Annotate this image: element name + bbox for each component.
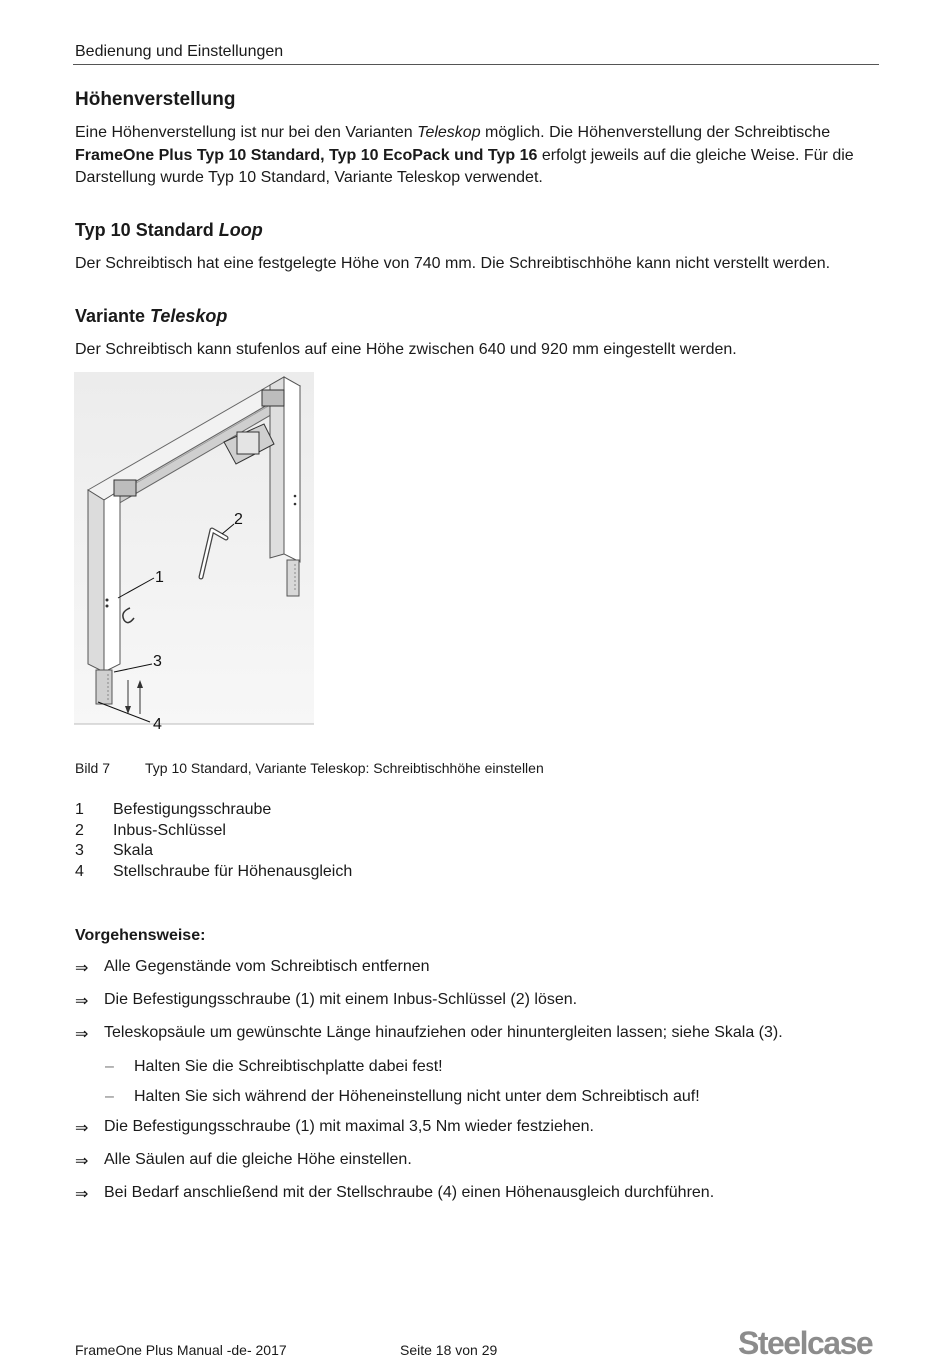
desk-frame-figure	[74, 372, 314, 733]
figure-legend	[75, 800, 352, 883]
legend-number: 4	[75, 863, 84, 881]
intro-text-1: Eine Höhenverstellung ist nur bei den Varianten	[75, 124, 418, 141]
loop-heading-emphasis: Loop	[218, 220, 263, 240]
dash-icon: –	[105, 1088, 114, 1105]
intro-bold-models: FrameOne Plus Typ 10 Standard, Typ 10 EcoPack und Typ 16	[75, 146, 538, 164]
step-text: Alle Säulen auf die gleiche Höhe einstellen.	[104, 1151, 412, 1168]
caption-text: Typ 10 Standard, Variante Teleskop: Schreibtischhöhe einstellen	[145, 760, 544, 776]
procedure-substep	[105, 1088, 700, 1106]
legend-item	[75, 800, 352, 821]
teleskop-heading-text: Variante	[75, 306, 151, 326]
step-text: Die Befestigungsschraube (1) mit einem Inbus-Schlüssel (2) lösen.	[104, 991, 578, 1008]
step-text: Bei Bedarf anschließend mit der Stellschraube (4) einen Höhenausgleich durchführen.	[104, 1184, 715, 1201]
loop-heading	[75, 220, 263, 241]
procedure-step	[75, 958, 430, 978]
substep-text: Halten Sie sich während der Höheneinstellung nicht unter dem Schreibtisch auf!	[134, 1088, 700, 1105]
caption-number: Bild 7	[75, 760, 111, 776]
intro-paragraph	[75, 122, 875, 190]
procedure-step	[75, 1184, 714, 1204]
loop-heading-text: Typ 10 Standard	[75, 220, 219, 240]
legend-item	[75, 841, 352, 862]
intro-text-3: erfolgt jeweils auf die gleiche Weise. Für die Darstellung wurde Typ 10 Standard, Variante Teleskop verwendet.	[75, 146, 854, 186]
legend-number: 1	[75, 801, 84, 818]
header-divider	[73, 64, 879, 65]
arrow-icon: ⇒	[75, 960, 89, 977]
legend-number: 3	[75, 842, 84, 860]
figure-caption	[75, 760, 544, 776]
callout-2: 2	[234, 511, 243, 528]
legend-label: Skala	[113, 842, 154, 860]
procedure-step	[75, 991, 577, 1011]
steelcase-logo: Steelcase	[738, 1325, 873, 1361]
procedure-step	[75, 1024, 783, 1044]
arrow-icon: ⇒	[75, 1153, 89, 1170]
legend-number: 2	[75, 821, 84, 839]
footer-page-number: Seite 18 von 29	[400, 1342, 498, 1358]
footer-document-title: FrameOne Plus Manual -de- 2017	[75, 1342, 287, 1358]
teleskop-heading	[75, 306, 227, 327]
legend-label: Stellschraube für Höhenausgleich	[113, 863, 353, 881]
legend-label: Inbus-Schlüssel	[113, 821, 226, 839]
teleskop-heading-emphasis: Teleskop	[150, 306, 228, 326]
legend-item	[75, 821, 352, 842]
teleskop-text: Der Schreibtisch kann stufenlos auf eine Höhe zwischen 640 und 920 mm eingestellt werden.	[75, 341, 737, 358]
legend-label: Befestigungsschraube	[113, 801, 272, 818]
callout-3: 3	[153, 653, 162, 670]
legend-item	[75, 862, 352, 883]
arrow-icon: ⇒	[75, 1186, 89, 1203]
step-text: Alle Gegenstände vom Schreibtisch entfernen	[104, 958, 430, 975]
step-text: Teleskopsäule um gewünschte Länge hinaufziehen oder hinuntergleiten lassen; siehe Skala (3).	[104, 1024, 783, 1041]
running-header: Bedienung und Einstellungen	[75, 43, 284, 60]
arrow-icon: ⇒	[75, 1026, 89, 1043]
callout-1: 1	[155, 569, 164, 586]
substep-text: Halten Sie die Schreibtischplatte dabei fest!	[134, 1058, 443, 1075]
dash-icon: –	[105, 1058, 114, 1075]
intro-text-2: möglich. Die Höhenverstellung der Schreibtische	[480, 124, 831, 141]
step-text: Die Befestigungsschraube (1) mit maximal 3,5 Nm wieder festziehen.	[104, 1118, 594, 1135]
procedure-step	[75, 1118, 594, 1138]
desk-frame-illustration	[74, 372, 314, 727]
procedure-step	[75, 1151, 412, 1171]
page-title: Höhenverstellung	[75, 89, 236, 110]
intro-emphasis: Teleskop	[417, 124, 481, 141]
loop-text: Der Schreibtisch hat eine festgelegte Höhe von 740 mm. Die Schreibtischhöhe kann nicht verstellt werden.	[75, 255, 831, 272]
arrow-icon: ⇒	[75, 1120, 89, 1137]
arrow-icon: ⇒	[75, 993, 89, 1010]
procedure-title: Vorgehensweise:	[75, 927, 206, 944]
procedure-substep	[105, 1058, 443, 1076]
callout-4: 4	[153, 716, 162, 733]
